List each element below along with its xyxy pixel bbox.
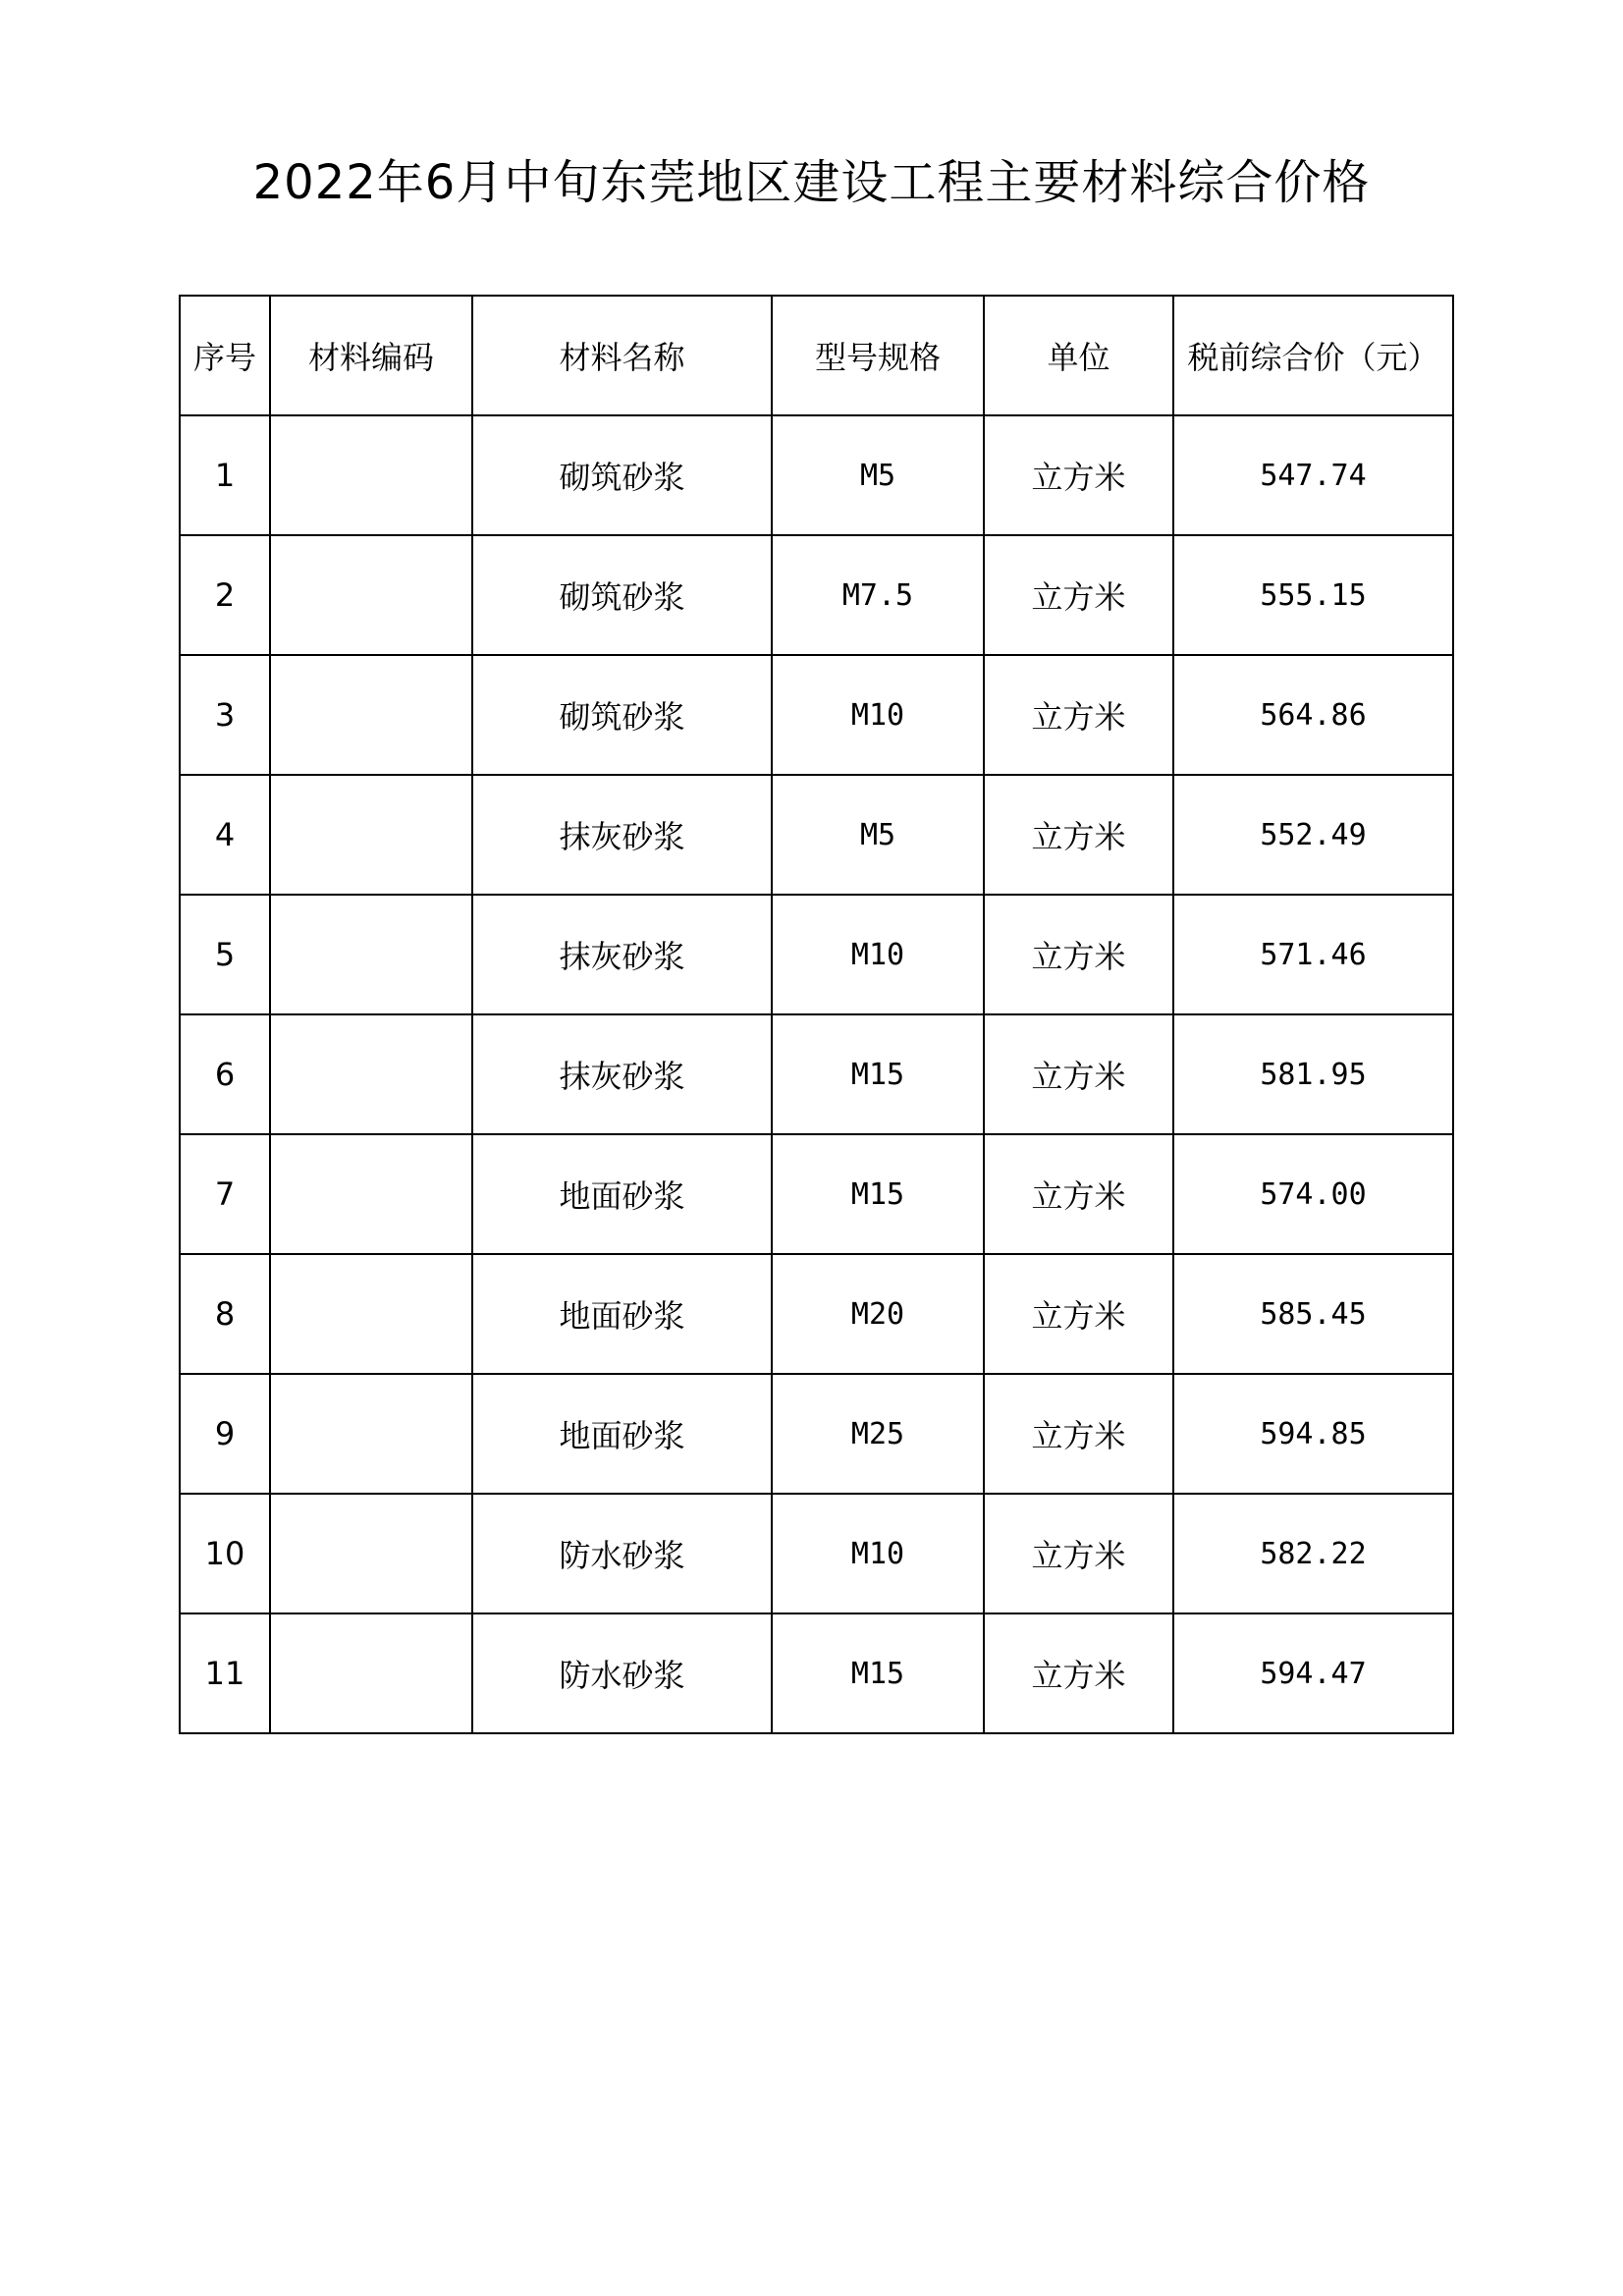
table-row bbox=[180, 535, 1453, 655]
cell-unit: 立方米 bbox=[984, 895, 1173, 1014]
cell-material-name: 抹灰砂浆 bbox=[472, 775, 772, 895]
cell-serial-no: 7 bbox=[180, 1134, 270, 1254]
table-row bbox=[180, 415, 1453, 535]
table-body bbox=[180, 415, 1453, 1733]
cell-spec: M10 bbox=[772, 655, 984, 775]
cell-pretax-price: 555.15 bbox=[1173, 535, 1453, 655]
cell-spec: M20 bbox=[772, 1254, 984, 1374]
cell-material-name: 防水砂浆 bbox=[472, 1613, 772, 1733]
cell-pretax-price: 582.22 bbox=[1173, 1494, 1453, 1613]
cell-spec: M5 bbox=[772, 775, 984, 895]
cell-material-code bbox=[270, 535, 472, 655]
cell-material-code bbox=[270, 1494, 472, 1613]
cell-spec: M10 bbox=[772, 1494, 984, 1613]
cell-material-code bbox=[270, 415, 472, 535]
header-spec: 型号规格 bbox=[772, 296, 984, 415]
cell-serial-no: 3 bbox=[180, 655, 270, 775]
header-unit: 单位 bbox=[984, 296, 1173, 415]
document-title: 2022年6月中旬东莞地区建设工程主要材料综合价格 bbox=[252, 155, 1371, 210]
cell-unit: 立方米 bbox=[984, 1374, 1173, 1494]
header-pretax-price: 税前综合价（元） bbox=[1173, 296, 1453, 415]
table-row bbox=[180, 1134, 1453, 1254]
cell-unit: 立方米 bbox=[984, 775, 1173, 895]
table-row bbox=[180, 895, 1453, 1014]
table-row bbox=[180, 1374, 1453, 1494]
cell-serial-no: 11 bbox=[180, 1613, 270, 1733]
cell-serial-no: 4 bbox=[180, 775, 270, 895]
cell-material-code bbox=[270, 1613, 472, 1733]
cell-material-code bbox=[270, 1254, 472, 1374]
table-row bbox=[180, 1254, 1453, 1374]
cell-unit: 立方米 bbox=[984, 1613, 1173, 1733]
cell-material-code bbox=[270, 775, 472, 895]
table-row bbox=[180, 1613, 1453, 1733]
table-row bbox=[180, 1014, 1453, 1134]
table-header-row bbox=[180, 296, 1453, 415]
table-row bbox=[180, 655, 1453, 775]
cell-serial-no: 10 bbox=[180, 1494, 270, 1613]
cell-serial-no: 8 bbox=[180, 1254, 270, 1374]
cell-serial-no: 5 bbox=[180, 895, 270, 1014]
header-serial-no: 序号 bbox=[180, 296, 270, 415]
cell-pretax-price: 564.86 bbox=[1173, 655, 1453, 775]
cell-material-name: 地面砂浆 bbox=[472, 1134, 772, 1254]
cell-serial-no: 6 bbox=[180, 1014, 270, 1134]
cell-unit: 立方米 bbox=[984, 655, 1173, 775]
header-material-name: 材料名称 bbox=[472, 296, 772, 415]
cell-unit: 立方米 bbox=[984, 535, 1173, 655]
cell-pretax-price: 585.45 bbox=[1173, 1254, 1453, 1374]
cell-unit: 立方米 bbox=[984, 415, 1173, 535]
cell-spec: M15 bbox=[772, 1134, 984, 1254]
cell-material-name: 砌筑砂浆 bbox=[472, 655, 772, 775]
cell-pretax-price: 552.49 bbox=[1173, 775, 1453, 895]
cell-material-name: 抹灰砂浆 bbox=[472, 1014, 772, 1134]
cell-material-name: 砌筑砂浆 bbox=[472, 535, 772, 655]
cell-spec: M5 bbox=[772, 415, 984, 535]
cell-material-code bbox=[270, 1134, 472, 1254]
header-material-code: 材料编码 bbox=[270, 296, 472, 415]
table-row bbox=[180, 775, 1453, 895]
cell-material-name: 砌筑砂浆 bbox=[472, 415, 772, 535]
cell-spec: M7.5 bbox=[772, 535, 984, 655]
cell-serial-no: 1 bbox=[180, 415, 270, 535]
cell-pretax-price: 574.00 bbox=[1173, 1134, 1453, 1254]
cell-material-name: 抹灰砂浆 bbox=[472, 895, 772, 1014]
cell-material-code bbox=[270, 895, 472, 1014]
cell-material-name: 地面砂浆 bbox=[472, 1374, 772, 1494]
cell-pretax-price: 594.85 bbox=[1173, 1374, 1453, 1494]
cell-pretax-price: 594.47 bbox=[1173, 1613, 1453, 1733]
table-row bbox=[180, 1494, 1453, 1613]
cell-serial-no: 9 bbox=[180, 1374, 270, 1494]
cell-material-code bbox=[270, 655, 472, 775]
cell-material-code bbox=[270, 1014, 472, 1134]
cell-serial-no: 2 bbox=[180, 535, 270, 655]
cell-spec: M15 bbox=[772, 1014, 984, 1134]
cell-unit: 立方米 bbox=[984, 1134, 1173, 1254]
cell-unit: 立方米 bbox=[984, 1254, 1173, 1374]
cell-unit: 立方米 bbox=[984, 1014, 1173, 1134]
cell-pretax-price: 547.74 bbox=[1173, 415, 1453, 535]
cell-material-name: 防水砂浆 bbox=[472, 1494, 772, 1613]
cell-spec: M25 bbox=[772, 1374, 984, 1494]
cell-pretax-price: 581.95 bbox=[1173, 1014, 1453, 1134]
cell-spec: M15 bbox=[772, 1613, 984, 1733]
cell-material-code bbox=[270, 1374, 472, 1494]
cell-unit: 立方米 bbox=[984, 1494, 1173, 1613]
material-price-table bbox=[179, 295, 1454, 1734]
cell-spec: M10 bbox=[772, 895, 984, 1014]
cell-material-name: 地面砂浆 bbox=[472, 1254, 772, 1374]
cell-pretax-price: 571.46 bbox=[1173, 895, 1453, 1014]
